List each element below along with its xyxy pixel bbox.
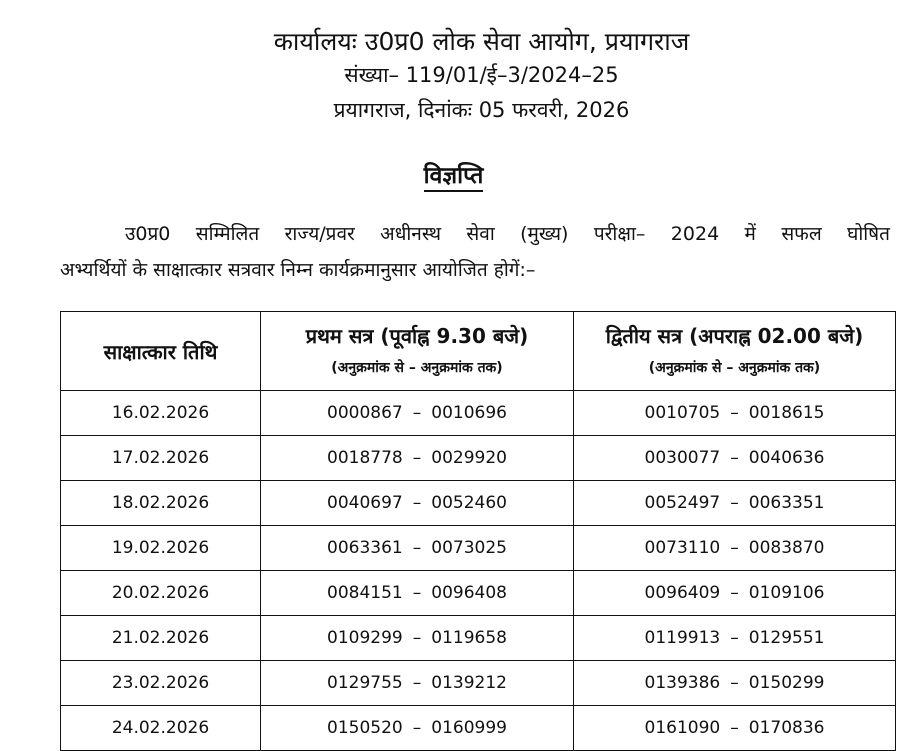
roll-to: 0096408 (431, 583, 507, 603)
roll-to: 0139212 (431, 673, 507, 693)
roll-to: 0052460 (431, 493, 507, 513)
roll-from: 0109299 (327, 628, 403, 648)
range-dash: – (730, 673, 739, 693)
range-dash: – (412, 673, 422, 693)
notice-paragraph-line2: अभ्यर्थियों के साक्षात्कार सत्रवार निम्न कार्यक्रमानुसार आयोजित होगें:– (60, 259, 536, 281)
range-dash: – (412, 448, 422, 468)
roll-from: 0010705 (644, 403, 721, 423)
roll-from: 0084151 (327, 583, 403, 603)
cell-session1-range (261, 436, 574, 481)
range-dash: – (412, 628, 422, 648)
range-dash: – (412, 493, 422, 513)
roll-to: 0063351 (748, 493, 825, 513)
header-session1-label: प्रथम सत्र (पूर्वाह्न 9.30 बजे) (305, 324, 529, 348)
range-dash: – (730, 493, 739, 513)
roll-to: 0083870 (748, 538, 825, 558)
roll-from: 0129755 (327, 673, 403, 693)
range-dash: – (412, 538, 422, 558)
header-session2-sub: (अनुक्रमांक से – अनुक्रमांक तक) (648, 360, 821, 376)
cell-date: 16.02.2026 (61, 391, 261, 436)
header-session1-sub: (अनुक्रमांक से – अनुक्रमांक तक) (331, 360, 503, 376)
roll-to: 0109106 (748, 583, 825, 603)
range-dash: – (730, 583, 739, 603)
roll-to: 0170836 (748, 718, 825, 738)
table-row (61, 526, 896, 571)
roll-to: 0040636 (748, 448, 825, 468)
cell-session2-range (574, 661, 896, 706)
cell-session2-range (574, 571, 896, 616)
cell-session2-range (574, 706, 896, 751)
cell-session2-range (574, 616, 896, 661)
range-dash: – (412, 583, 422, 603)
roll-from: 0000867 (327, 403, 403, 423)
cell-session2-range (574, 526, 896, 571)
roll-to: 0150299 (748, 673, 825, 693)
cell-session2-range (574, 436, 896, 481)
cell-session1-range (261, 616, 574, 661)
header-session1 (261, 312, 574, 391)
cell-session1-range (261, 481, 574, 526)
roll-from: 0052497 (644, 493, 721, 513)
roll-to: 0160999 (431, 718, 507, 738)
table-row (61, 571, 896, 616)
roll-to: 0029920 (431, 448, 507, 468)
cell-session1-range (261, 526, 574, 571)
range-dash: – (730, 448, 739, 468)
roll-from: 0139386 (644, 673, 721, 693)
header-session2-label: द्वितीय सत्र (अपराह्न 02.00 बजे) (605, 324, 864, 348)
table-row (61, 391, 896, 436)
cell-session1-range (261, 391, 574, 436)
table-row (61, 661, 896, 706)
roll-from: 0073110 (644, 538, 721, 558)
roll-from: 0096409 (644, 583, 721, 603)
cell-session2-range (574, 481, 896, 526)
roll-from: 0150520 (327, 718, 403, 738)
notice-date: प्रयागराज, दिनांकः 05 फरवरी, 2026 (333, 98, 630, 122)
range-dash: – (730, 718, 739, 738)
reference-number: संख्या– 119/01/ई–3/2024–25 (344, 63, 619, 87)
cell-date: 20.02.2026 (61, 571, 261, 616)
roll-from: 0018778 (327, 448, 403, 468)
notice-title (0, 158, 907, 190)
roll-to: 0119658 (431, 628, 507, 648)
table-row (61, 706, 896, 751)
range-dash: – (730, 403, 739, 423)
office-heading: कार्यालयः उ0प्र0 लोक सेवा आयोग, प्रयागराज (273, 27, 690, 56)
header-interview-date (61, 312, 261, 391)
roll-from: 0119913 (644, 628, 721, 648)
table-row (61, 436, 896, 481)
cell-session2-range (574, 391, 896, 436)
roll-to: 0129551 (748, 628, 825, 648)
range-dash: – (730, 538, 739, 558)
roll-from: 0040697 (327, 493, 403, 513)
roll-from: 0063361 (327, 538, 403, 558)
roll-from: 0030077 (644, 448, 721, 468)
range-dash: – (412, 403, 422, 423)
range-dash: – (730, 628, 739, 648)
cell-date: 18.02.2026 (61, 481, 261, 526)
cell-session1-range (261, 706, 574, 751)
roll-from: 0161090 (644, 718, 721, 738)
roll-to: 0010696 (431, 403, 507, 423)
interview-schedule-table (60, 311, 896, 751)
cell-date: 23.02.2026 (61, 661, 261, 706)
cell-date: 21.02.2026 (61, 616, 261, 661)
roll-to: 0073025 (431, 538, 507, 558)
roll-to: 0018615 (748, 403, 825, 423)
table-header-row (61, 312, 896, 391)
table-row (61, 481, 896, 526)
notice-paragraph-line1: उ0प्र0 सम्मिलित राज्य/प्रवर अधीनस्थ सेवा (मुख्य) परीक्षा– 2024 में सफल घोषित (125, 223, 890, 245)
header-interview-date-label: साक्षात्कार तिथि (103, 339, 218, 364)
cell-date: 24.02.2026 (61, 706, 261, 751)
cell-session1-range (261, 661, 574, 706)
header-session2 (574, 312, 896, 391)
cell-session1-range (261, 571, 574, 616)
notice-title-text: विज्ञप्ति (424, 163, 484, 192)
table-row (61, 616, 896, 661)
cell-date: 19.02.2026 (61, 526, 261, 571)
cell-date: 17.02.2026 (61, 436, 261, 481)
range-dash: – (412, 718, 422, 738)
